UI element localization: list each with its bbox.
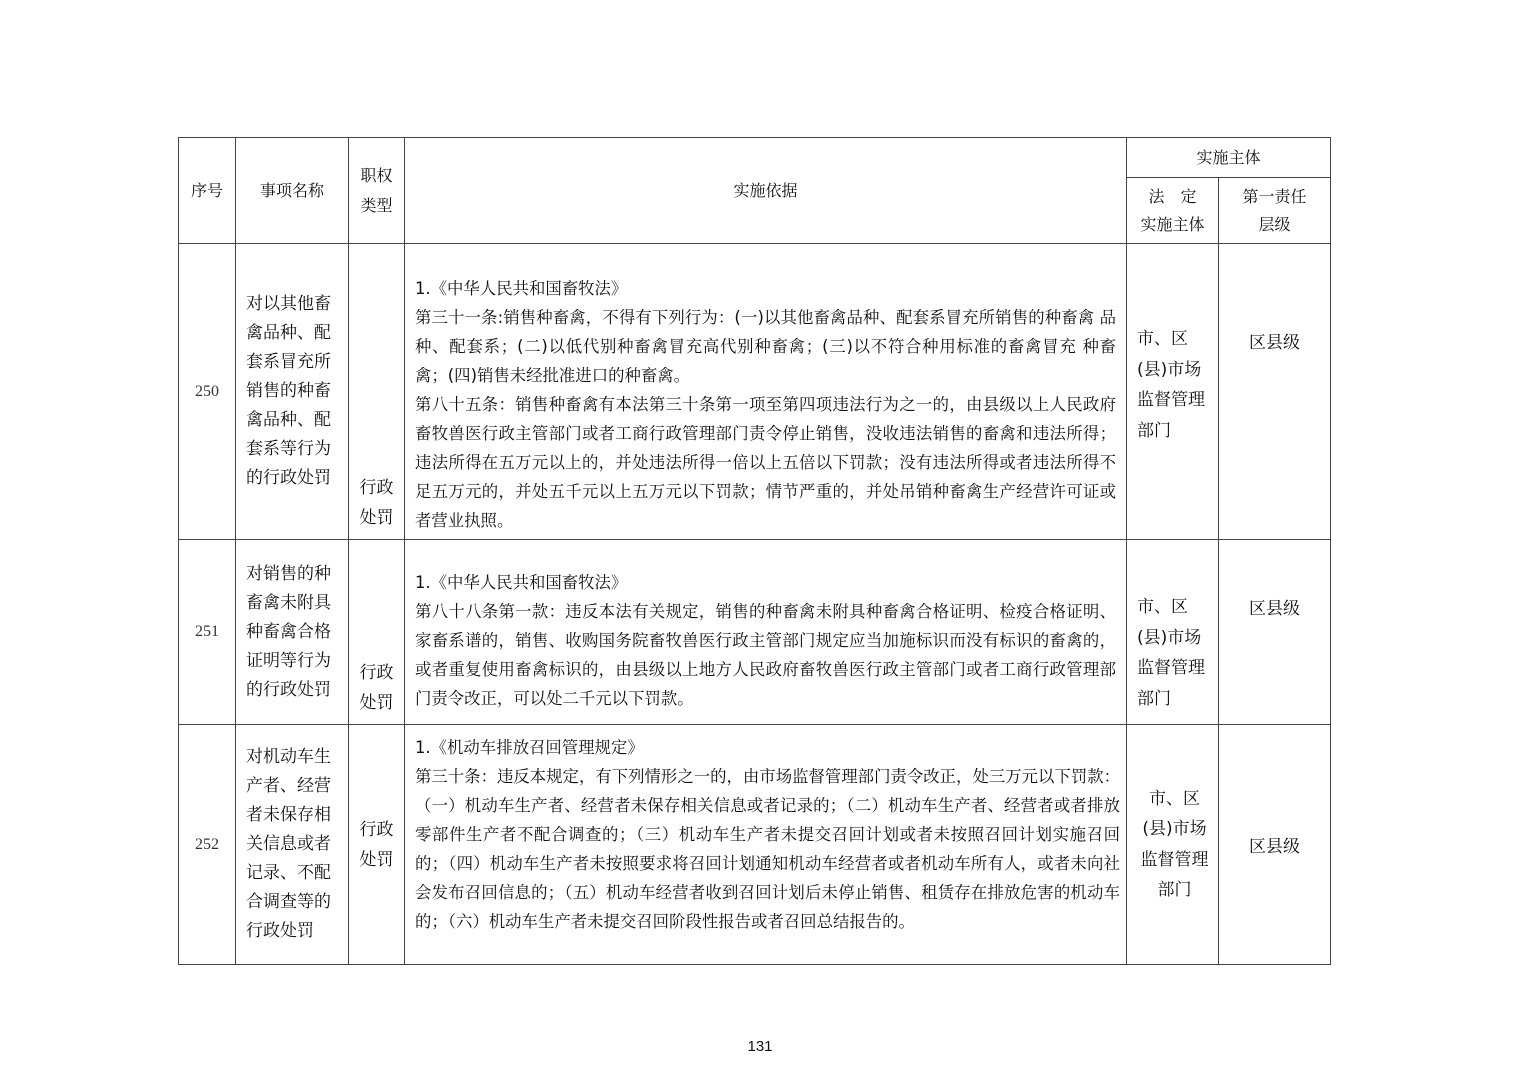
header-subject-group: 实施主体 xyxy=(1127,138,1331,178)
enforcement-items-table xyxy=(178,137,1331,965)
row-basis xyxy=(405,540,1127,725)
header-legal-subject: 法 定 实施主体 xyxy=(1127,178,1219,244)
table-row xyxy=(179,540,1331,725)
row-responsibility-level: 区县级 xyxy=(1219,244,1331,540)
header-name: 事项名称 xyxy=(236,138,349,244)
row-seq: 252 xyxy=(179,725,236,965)
row-item-name: 对机动车生产者、经营者未保存相关信息或者记录、不配合调查等的行政处罚 xyxy=(236,725,349,965)
row-item-name: 对以其他畜禽品种、配套系冒充所销售的种畜禽品种、配套系等行为的行政处罚 xyxy=(236,244,349,540)
article-text: 第三十条：违反本规定，有下列情形之一的，由市场监督管理部门责令改正，处三万元以下罚款：（一）机动车生产者、经营者未保存相关信息或者记录的；（二）机动车生产者、经营者或者排放零部件生产者不配合调查的；（三）机动车生产者未提交召回计划或者未按照召回计划实施召回的；（四）机动车生产者未按照要求将召回计划通知机动车经营者或者机动车所有人，或者未向社会发布召回信息的；（五）机动车经营者收到召回计划后未停止销售、租赁存在排放危害的机动车的；（六）机动车生产者未提交召回阶段性报告或者召回总结报告的。 xyxy=(415,767,1120,931)
law-title: 1.《机动车排放召回管理规定》 xyxy=(415,738,644,757)
header-first-level: 第一责任 层级 xyxy=(1219,178,1331,244)
row-seq: 250 xyxy=(179,244,236,540)
row-item-name: 对销售的种畜禽未附具种畜禽合格证明等行为的行政处罚 xyxy=(236,540,349,725)
article-text: 第八十八条第一款：违反本法有关规定，销售的种畜禽未附具种畜禽合格证明、检疫合格证明、家畜系谱的，销售、收购国务院畜牧兽医行政主管部门规定应当加施标识而没有标识的畜禽的，或者重复使用畜禽标识的，由县级以上地方人民政府畜牧兽医行政主管部门或者工商行政管理部门责令改正，可以处二千元以下罚款。 xyxy=(415,602,1116,708)
page-number: 131 xyxy=(747,1038,773,1055)
law-title: 1.《中华人民共和国畜牧法》 xyxy=(415,279,628,298)
header-type: 职权 类型 xyxy=(349,138,405,244)
row-seq: 251 xyxy=(179,540,236,725)
row-authority-type: 行政 处罚 xyxy=(349,244,405,540)
table-row xyxy=(179,725,1331,965)
header-basis: 实施依据 xyxy=(405,138,1127,244)
row-legal-subject: 市、区(县)市场监督管理部门 xyxy=(1127,725,1219,965)
header-seq: 序号 xyxy=(179,138,236,244)
row-legal-subject: 市、区(县)市场监督管理部门 xyxy=(1127,244,1219,540)
row-responsibility-level: 区县级 xyxy=(1219,540,1331,725)
row-basis xyxy=(405,244,1127,540)
article-text: 第八十五条：销售种畜禽有本法第三十条第一项至第四项违法行为之一的，由县级以上人民政府畜牧兽医行政主管部门或者工商行政管理部门责令停止销售，没收违法销售的畜禽和违法所得；违法所得在五万元以上的，并处违法所得一倍以上五倍以下罚款；没有违法所得或者违法所得不足五万元的，并处五千元以上五万元以下罚款；情节严重的，并处吊销种畜禽生产经营许可证或者营业执照。 xyxy=(415,395,1116,530)
law-title: 1.《中华人民共和国畜牧法》 xyxy=(415,573,628,592)
row-authority-type: 行政 处罚 xyxy=(349,725,405,965)
row-basis xyxy=(405,725,1127,965)
article-text: 第三十一条:销售种畜禽，不得有下列行为：(一)以其他畜禽品种、配套系冒充所销售的种畜禽 品种、配套系；(二)以低代别种畜禽冒充高代别种畜禽；(三)以不符合种用标准的畜禽冒充 种畜禽；(四)销售未经批准进口的种畜禽。 xyxy=(415,308,1116,385)
row-authority-type: 行政 处罚 xyxy=(349,540,405,725)
row-legal-subject: 市、区(县)市场监督管理部门 xyxy=(1127,540,1219,725)
row-responsibility-level: 区县级 xyxy=(1219,725,1331,965)
table-row xyxy=(179,244,1331,540)
